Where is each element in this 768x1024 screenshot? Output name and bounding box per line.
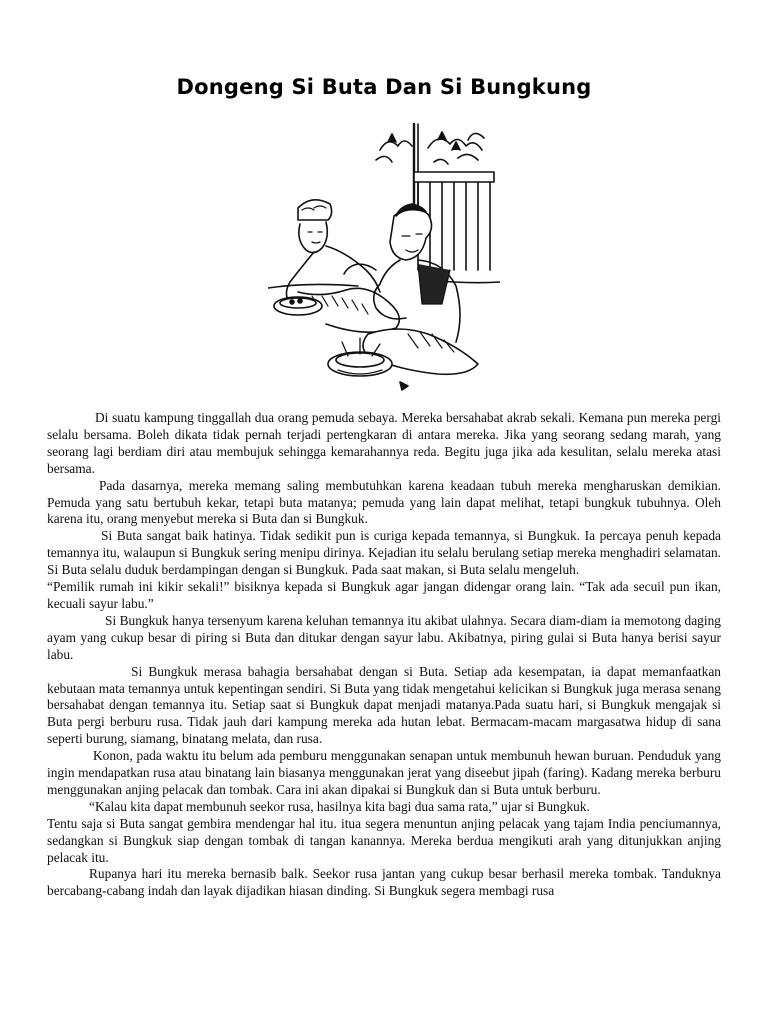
story-title: Dongeng Si Buta Dan Si Bungkung [176, 75, 592, 99]
paragraph: Si Bungkuk hanya tersenyum karena keluhan temannya itu akibat ulahnya. Secara diam-diam ia memotong daging ayam yang cukup besar di piring si Buta dan ditukar dengan sayur labu. Akibatnya, piring gulai si Buta hanya berisi sayur labu. [47, 612, 721, 662]
paragraph: Tentu saja si Buta sangat gembira mendengar hal itu. itua segera menuntun anjing pelacak yang tajam India penciumannya, sedangkan si Bungkuk siap dengan tombak di tangan kanannya. Mereka berdua mengikuti arah yang ditunjukkan anjing pelacak itu. [47, 815, 721, 865]
story-illustration [268, 120, 500, 394]
paragraph: Si Bungkuk merasa bahagia bersahabat dengan si Buta. Setiap ada kesempatan, ia dapat memanfaatkan kebutaan mata temannya untuk kepentingan sendiri. Si Buta yang tidak mengetahui kelicikan si Bungkuk juga merasa senang bersahabat dengan temannya itu. Setiap saat si Bungkuk dapat menjadi matanya.Pada suatu hari, si Bungkuk mengajak si Buta pergi berburu rusa. Tidak jauh dari kampung mereka ada hutan lebat. Bermacam-macam margasatwa hidup di sana seperti burung, siamang, binatang melata, dan rusa. [47, 663, 721, 747]
paragraph: Konon, pada waktu itu belum ada pemburu menggunakan senapan untuk membunuh hewan buruan. Penduduk yang ingin mendapatkan rusa atau binatang lain biasanya menggunakan jerat yang diseebut jipah (faring). Kadang mereka berburu menggunakan anjing pelacak dan tombak. Cara ini akan dipakai si Bungkuk dan si Buta untuk berburu. [47, 748, 721, 797]
paragraph: “Kalau kita dapat membunuh seekor rusa, hasilnya kita bagi dua sama rata,” ujar si Bungkuk. [89, 798, 590, 814]
paragraph: Di suatu kampung tinggallah dua orang pemuda sebaya. Mereka bersahabat akrab sekali. Kemana pun mereka pergi selalu bersama. Boleh dikata tidak pernah terjadi pertengkaran di antara mereka. Jika yang seorang sedang marah, yang seorang lagi berdiam diri atau membujuk sehingga kemarahannya reda. Begitu juga jika ada kesulitan, selalu mereka atasi bersama. [47, 410, 721, 476]
story-body [47, 410, 721, 900]
paragraph: “Pemilik rumah ini kikir sekali!” bisiknya kepada si Bungkuk agar jangan didengar orang lain. “Tak ada secuil pun ikan, kecuali sayur labu.” [47, 579, 721, 611]
paragraph: Si Buta sangat baik hatinya. Tidak sedikit pun is curiga kepada temannya, si Bungkuk. Ia percaya penuh kepada temannya itu, walaupun si Bungkuk sering menipu dirinya. Kejadian itu selalu berulang setiap mereka menghadiri selamatan. Si Buta selalu duduk berdampingan dengan si Bungkuk. Pada saat makan, si Buta selalu mengeluh. [47, 528, 721, 578]
paragraph: Rupanya hari itu mereka bernasib balk. Seekor rusa jantan yang cukup besar berhasil mereka tombak. Tanduknya bercabang-cabang indah dan layak dijadikan hiasan dinding. Si Bungkuk segera membagi rusa [47, 866, 721, 899]
paragraph: Pada dasarnya, mereka memang saling membutuhkan karena keadaan tubuh mereka mengharuskan demikian. Pemuda yang satu bertubuh kekar, tetapi buta matanya; pemuda yang lain dapat melihat, tetapi bungkuk tubuhnya. Oleh karena itu, orang menyebut mereka si Buta dan si Bungkuk. [47, 477, 721, 527]
